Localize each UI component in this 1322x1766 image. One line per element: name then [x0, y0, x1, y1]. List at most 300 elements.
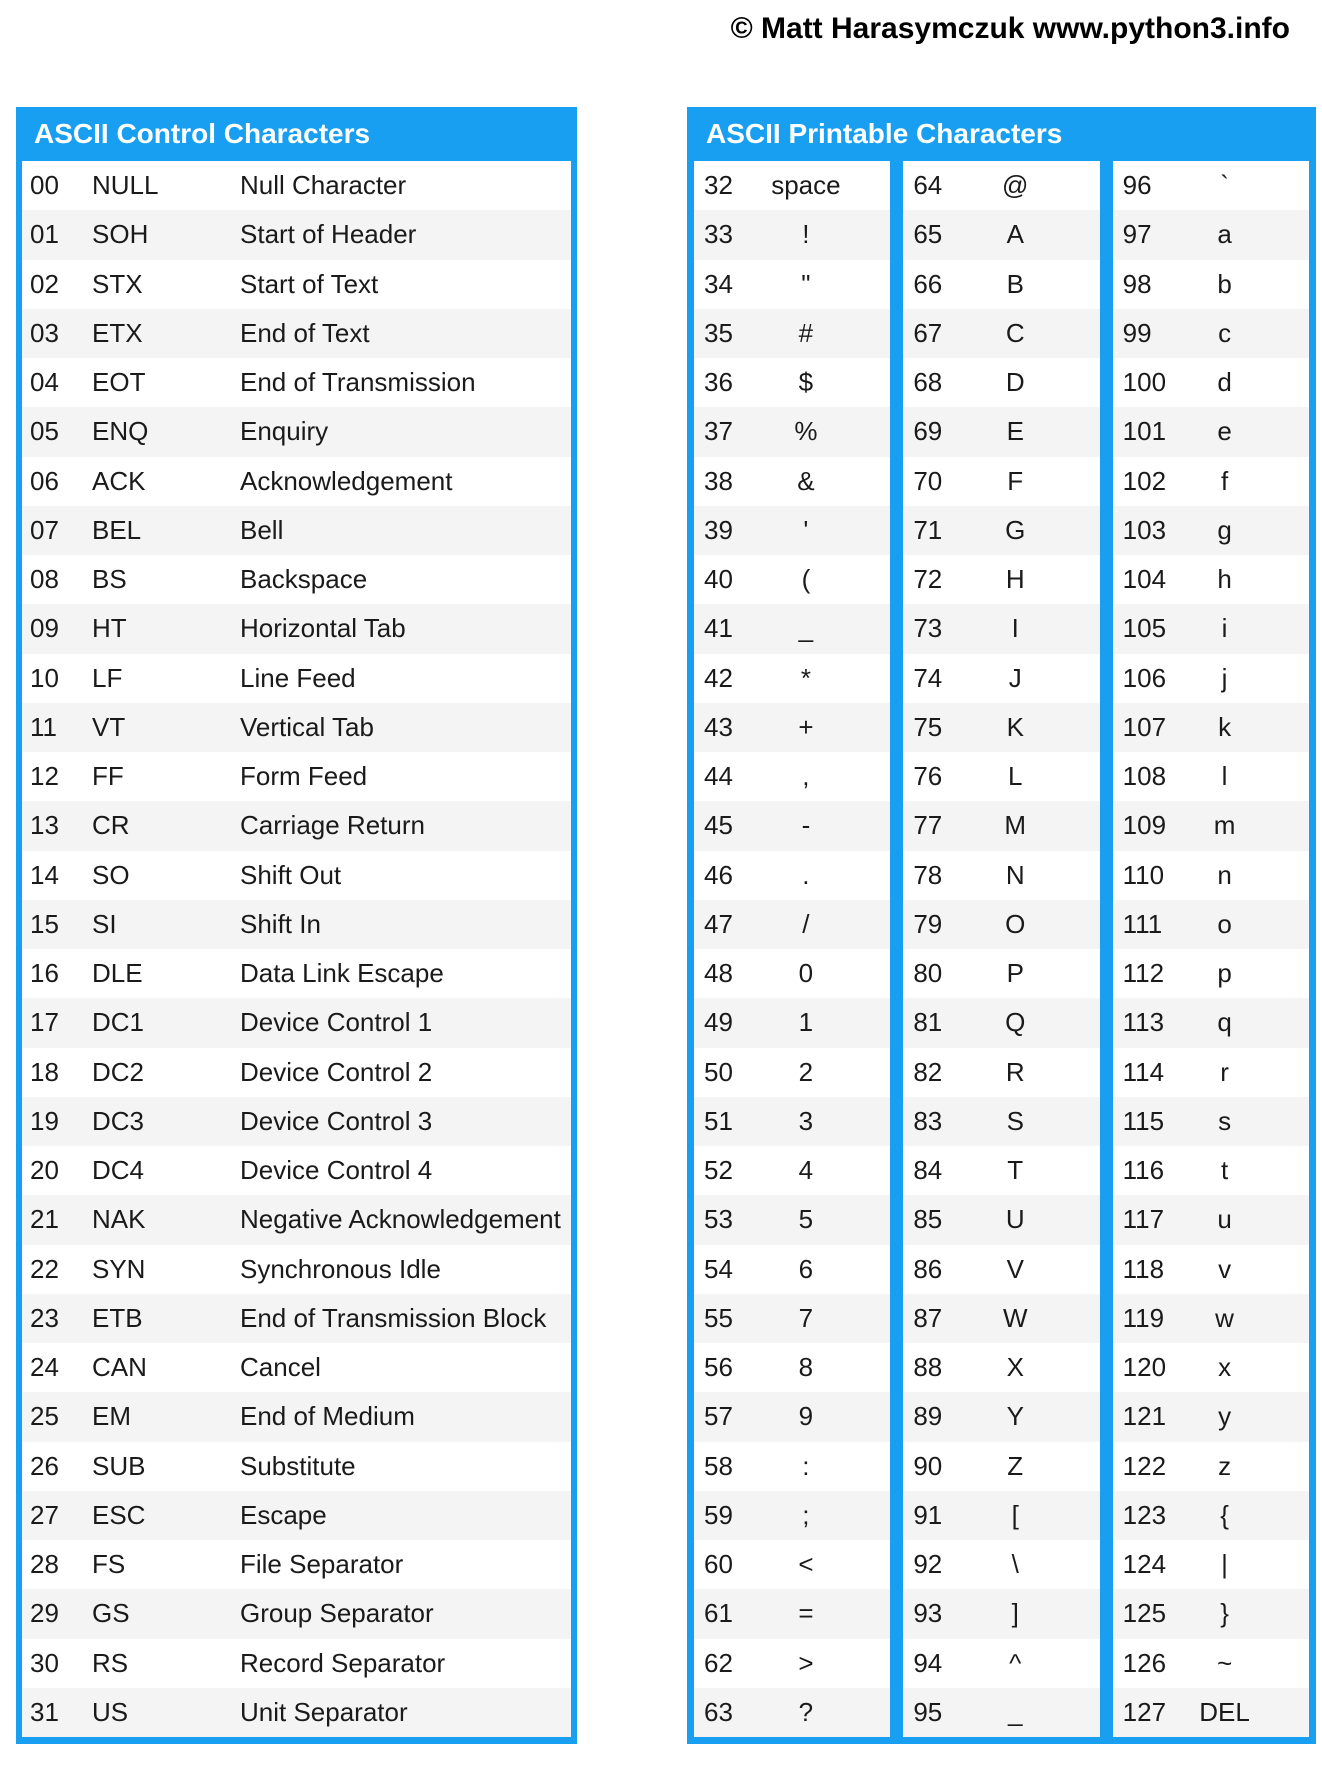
cell-abbreviation: SUB: [92, 1450, 146, 1481]
cell-code: 115: [1122, 1105, 1165, 1136]
cell-code: 99: [1122, 317, 1152, 348]
cell-abbreviation: EM: [92, 1401, 131, 1432]
cell-description: Acknowledgement: [240, 465, 453, 496]
cell-abbreviation: CR: [92, 810, 130, 841]
table-row: [903, 654, 1099, 703]
cell-code: 32: [704, 170, 733, 201]
cell-character: z: [1218, 1450, 1232, 1481]
copyright-text: © Matt Harasymczuk www.python3.info: [730, 12, 1290, 45]
cell-code: 48: [704, 958, 733, 989]
table-row: [1113, 1442, 1309, 1491]
cell-description: Shift In: [240, 908, 321, 939]
table-row: [1113, 1392, 1309, 1441]
cell-character: c: [1218, 317, 1232, 348]
cell-code: 49: [704, 1007, 733, 1038]
cell-character: f: [1220, 465, 1229, 496]
cell-abbreviation: SI: [92, 908, 117, 939]
cell-character: P: [1006, 958, 1024, 989]
cell-code: 09: [30, 613, 59, 644]
cell-description: Start of Text: [240, 268, 379, 299]
cell-abbreviation: ENQ: [92, 416, 149, 447]
table-row: [903, 1343, 1099, 1392]
cell-code: 86: [913, 1253, 943, 1284]
table-row: [903, 752, 1099, 801]
table-row: [694, 1245, 890, 1294]
table-row: [903, 407, 1099, 456]
cell-code: 78: [913, 859, 943, 890]
cell-code: 69: [913, 416, 943, 447]
cell-character: d: [1217, 367, 1232, 398]
cell-code: 95: [913, 1696, 943, 1727]
cell-abbreviation: NULL: [92, 170, 159, 201]
cell-character: D: [1005, 367, 1025, 398]
cell-character: 5: [798, 1204, 814, 1235]
cell-code: 60: [704, 1549, 733, 1580]
cell-code: 65: [913, 219, 943, 250]
table-row: [22, 358, 571, 407]
cell-character: G: [1005, 514, 1026, 545]
cell-description: Data Link Escape: [240, 958, 444, 989]
cell-code: 62: [704, 1647, 733, 1678]
table-row: [1113, 1048, 1309, 1097]
cell-code: 67: [913, 317, 943, 348]
cell-description: Cancel: [240, 1352, 321, 1383]
cell-code: 85: [913, 1204, 943, 1235]
cell-code: 27: [30, 1499, 59, 1530]
table-row: [903, 998, 1099, 1047]
table-row: [1113, 309, 1309, 358]
cell-description: Shift Out: [240, 859, 342, 890]
cell-code: 114: [1122, 1056, 1165, 1087]
cell-abbreviation: GS: [92, 1598, 130, 1629]
cell-code: 36: [704, 367, 733, 398]
cell-code: 15: [30, 908, 59, 939]
cell-code: 81: [913, 1007, 943, 1038]
cell-abbreviation: SYN: [92, 1253, 146, 1284]
cell-character: h: [1217, 564, 1232, 595]
cell-code: 120: [1122, 1352, 1167, 1383]
table-row: [694, 506, 890, 555]
cell-code: 56: [704, 1352, 733, 1383]
cell-character: >: [798, 1647, 814, 1678]
cell-code: 79: [913, 908, 943, 939]
cell-character: @: [1002, 170, 1029, 201]
cell-code: 117: [1122, 1204, 1165, 1235]
table-row: [903, 1688, 1099, 1737]
cell-description: Device Control 1: [240, 1007, 433, 1038]
cell-code: 84: [913, 1155, 943, 1186]
table-row: [694, 161, 890, 210]
cell-code: 00: [30, 170, 59, 201]
table-row: [22, 1639, 571, 1688]
cell-character: e: [1217, 416, 1232, 447]
cell-character: #: [798, 317, 814, 348]
table-row: [22, 407, 571, 456]
table-row: [903, 1639, 1099, 1688]
cell-character: r: [1220, 1056, 1229, 1087]
cell-code: 98: [1122, 268, 1152, 299]
cell-code: 29: [30, 1598, 59, 1629]
cell-character: i: [1221, 613, 1228, 644]
table-row: [22, 851, 571, 900]
table-row: [903, 555, 1099, 604]
cell-description: Vertical Tab: [240, 711, 374, 742]
cell-description: Enquiry: [240, 416, 329, 447]
cell-code: 20: [30, 1155, 59, 1186]
cell-character: /: [802, 908, 810, 939]
cell-character: Q: [1005, 1007, 1026, 1038]
cell-character: {: [1220, 1499, 1229, 1530]
cell-character: n: [1217, 859, 1232, 890]
cell-character: &: [797, 465, 815, 496]
cell-description: Negative Acknowledgement: [240, 1204, 561, 1235]
cell-code: 72: [913, 564, 943, 595]
table-row: [22, 1146, 571, 1195]
table-row: [694, 1540, 890, 1589]
cell-code: 90: [913, 1450, 943, 1481]
cell-character: 6: [798, 1253, 814, 1284]
table-row: [22, 260, 571, 309]
table-row: [1113, 801, 1309, 850]
table-row: [694, 998, 890, 1047]
cell-abbreviation: DLE: [92, 958, 143, 989]
cell-description: Line Feed: [240, 662, 356, 693]
cell-abbreviation: VT: [92, 711, 126, 742]
cell-code: 58: [704, 1450, 733, 1481]
table-row: [22, 1442, 571, 1491]
cell-character: $: [798, 367, 814, 398]
cell-abbreviation: BS: [92, 564, 127, 595]
table-row: [694, 1688, 890, 1737]
table-row: [903, 900, 1099, 949]
table-row: [22, 1294, 571, 1343]
table-row: [903, 1245, 1099, 1294]
table-row: [22, 506, 571, 555]
cell-description: End of Medium: [240, 1401, 415, 1432]
cell-abbreviation: CAN: [92, 1352, 147, 1383]
cell-character: 7: [798, 1302, 814, 1333]
cell-code: 08: [30, 564, 59, 595]
table-row: [694, 949, 890, 998]
cell-abbreviation: HT: [92, 613, 127, 644]
cell-code: 96: [1122, 170, 1152, 201]
table-row: [1113, 506, 1309, 555]
cell-description: Record Separator: [240, 1647, 446, 1678]
cell-code: 55: [704, 1302, 733, 1333]
cell-character: (: [801, 564, 811, 595]
cell-code: 23: [30, 1302, 59, 1333]
cell-abbreviation: DC2: [92, 1056, 145, 1087]
cell-character: Y: [1006, 1401, 1024, 1432]
cell-character: l: [1221, 761, 1228, 792]
cell-character: `: [1220, 170, 1229, 201]
control-table-body: [22, 161, 571, 1737]
cell-character: o: [1217, 908, 1232, 939]
cell-code: 77: [913, 810, 943, 841]
cell-abbreviation: NAK: [92, 1204, 146, 1235]
printable-table-title: ASCII Printable Characters: [706, 118, 1063, 149]
cell-code: 54: [704, 1253, 733, 1284]
cell-character: I: [1011, 613, 1019, 644]
cell-character: !: [802, 219, 810, 250]
cell-description: Device Control 4: [240, 1155, 433, 1186]
table-row: [22, 703, 571, 752]
cell-description: Escape: [240, 1499, 327, 1530]
cell-code: 52: [704, 1155, 733, 1186]
cell-description: Device Control 3: [240, 1105, 433, 1136]
cell-character: F: [1007, 465, 1024, 496]
table-row: [1113, 1589, 1309, 1638]
cell-character: 9: [798, 1401, 814, 1432]
cell-character: \: [1011, 1549, 1019, 1580]
cell-abbreviation: BEL: [92, 514, 142, 545]
cell-character: p: [1217, 958, 1232, 989]
cell-code: 02: [30, 268, 59, 299]
cell-code: 61: [704, 1598, 733, 1629]
table-row: [694, 851, 890, 900]
cell-character: x: [1218, 1352, 1232, 1383]
table-row: [694, 1097, 890, 1146]
table-row: [1113, 1639, 1309, 1688]
cell-code: 119: [1122, 1302, 1165, 1333]
table-row: [903, 1589, 1099, 1638]
cell-code: 110: [1122, 859, 1165, 890]
table-row: [694, 1195, 890, 1244]
cell-abbreviation: DC4: [92, 1155, 145, 1186]
cell-character: 8: [798, 1352, 814, 1383]
cell-code: 59: [704, 1499, 733, 1530]
table-row: [1113, 457, 1309, 506]
cell-character: [: [1011, 1499, 1019, 1530]
table-row: [1113, 949, 1309, 998]
cell-description: End of Transmission: [240, 367, 476, 398]
cell-description: Unit Separator: [240, 1696, 408, 1727]
cell-description: Null Character: [240, 170, 407, 201]
cell-code: 74: [913, 662, 943, 693]
table-row: [22, 1688, 571, 1737]
cell-code: 19: [30, 1105, 59, 1136]
cell-description: Form Feed: [240, 761, 368, 792]
cell-character: t: [1220, 1155, 1229, 1186]
cell-code: 44: [704, 761, 733, 792]
cell-character: ]: [1011, 1598, 1019, 1629]
cell-code: 07: [30, 514, 59, 545]
cell-character: _: [798, 613, 814, 644]
cell-code: 38: [704, 465, 733, 496]
table-row: [903, 1195, 1099, 1244]
printable-table-body: [694, 161, 1309, 1737]
cell-code: 14: [30, 859, 59, 890]
cell-character: ^: [1009, 1647, 1022, 1678]
cell-code: 107: [1122, 711, 1167, 742]
cell-character: W: [1002, 1302, 1028, 1333]
table-row: [1113, 1688, 1309, 1737]
cell-code: 30: [30, 1647, 59, 1678]
table-row: [22, 801, 571, 850]
table-row: [903, 506, 1099, 555]
cell-character: b: [1217, 268, 1232, 299]
cell-character: u: [1217, 1204, 1232, 1235]
cell-code: 91: [913, 1499, 943, 1530]
table-row: [1113, 654, 1309, 703]
cell-code: 24: [30, 1352, 59, 1383]
cell-code: 92: [913, 1549, 943, 1580]
cell-code: 93: [913, 1598, 943, 1629]
cell-code: 64: [913, 170, 943, 201]
table-row: [22, 900, 571, 949]
cell-code: 116: [1122, 1155, 1165, 1186]
table-row: [694, 900, 890, 949]
table-row: [694, 260, 890, 309]
table-row: [22, 752, 571, 801]
cell-code: 113: [1122, 1007, 1165, 1038]
cell-code: 25: [30, 1401, 59, 1432]
table-row: [903, 1048, 1099, 1097]
cell-code: 103: [1122, 514, 1167, 545]
table-row: [1113, 1195, 1309, 1244]
cell-code: 31: [30, 1696, 59, 1727]
table-row: [1113, 1146, 1309, 1195]
cell-code: 13: [30, 810, 59, 841]
cell-code: 33: [704, 219, 733, 250]
cell-character: DEL: [1199, 1696, 1250, 1727]
cell-code: 37: [704, 416, 733, 447]
cell-character: .: [802, 859, 810, 890]
control-characters-table: [16, 107, 577, 1744]
table-row: [903, 457, 1099, 506]
cell-character: g: [1217, 514, 1232, 545]
cell-character: C: [1005, 317, 1025, 348]
cell-character: ?: [798, 1696, 814, 1727]
cell-character: %: [794, 416, 818, 447]
cell-code: 75: [913, 711, 943, 742]
cell-code: 80: [913, 958, 943, 989]
cell-abbreviation: ESC: [92, 1499, 146, 1530]
cell-code: 102: [1122, 465, 1167, 496]
cell-character: m: [1213, 810, 1236, 841]
cell-description: Substitute: [240, 1450, 356, 1481]
table-row: [1113, 752, 1309, 801]
cell-character: 4: [798, 1155, 814, 1186]
table-row: [903, 1146, 1099, 1195]
cell-code: 89: [913, 1401, 943, 1432]
cell-code: 34: [704, 268, 733, 299]
cell-code: 28: [30, 1549, 59, 1580]
cell-description: Device Control 2: [240, 1056, 433, 1087]
cell-character: J: [1008, 662, 1022, 693]
cell-abbreviation: DC1: [92, 1007, 145, 1038]
cell-character: |: [1221, 1549, 1228, 1580]
table-row: [903, 1442, 1099, 1491]
cell-character: ~: [1216, 1647, 1233, 1678]
cell-abbreviation: EOT: [92, 367, 146, 398]
cell-character: 0: [798, 958, 814, 989]
table-row: [1113, 1540, 1309, 1589]
cell-character: }: [1220, 1598, 1229, 1629]
table-row: [1113, 1294, 1309, 1343]
cell-character: ': [803, 514, 809, 545]
cell-abbreviation: FS: [92, 1549, 126, 1580]
cell-code: 05: [30, 416, 59, 447]
cell-character: R: [1005, 1056, 1025, 1087]
cell-character: U: [1005, 1204, 1025, 1235]
cell-code: 43: [704, 711, 733, 742]
cell-abbreviation: STX: [92, 268, 143, 299]
cell-code: 100: [1122, 367, 1167, 398]
cell-description: End of Transmission Block: [240, 1302, 547, 1333]
table-row: [22, 998, 571, 1047]
cell-character: :: [802, 1450, 810, 1481]
cell-character: H: [1005, 564, 1025, 595]
cell-code: 63: [704, 1696, 733, 1727]
table-row: [903, 210, 1099, 259]
table-row: [694, 1639, 890, 1688]
cell-character: S: [1006, 1105, 1024, 1136]
control-table-title: ASCII Control Characters: [34, 118, 371, 149]
table-row: [1113, 407, 1309, 456]
cell-code: 126: [1122, 1647, 1167, 1678]
cell-code: 06: [30, 465, 59, 496]
cell-character: =: [798, 1598, 814, 1629]
cell-code: 122: [1122, 1450, 1167, 1481]
cell-code: 45: [704, 810, 733, 841]
table-row: [1113, 998, 1309, 1047]
cell-description: End of Text: [240, 317, 370, 348]
cell-character: V: [1006, 1253, 1024, 1284]
table-row: [694, 358, 890, 407]
table-row: [694, 407, 890, 456]
cell-code: 83: [913, 1105, 943, 1136]
cell-character: ;: [802, 1499, 810, 1530]
table-row: [1113, 210, 1309, 259]
cell-character: Z: [1007, 1450, 1024, 1481]
table-row: [22, 654, 571, 703]
printable-column-32-63: [694, 161, 890, 1737]
cell-abbreviation: LF: [92, 662, 123, 693]
table-row: [903, 1097, 1099, 1146]
cell-code: 73: [913, 613, 943, 644]
cell-code: 108: [1122, 761, 1167, 792]
table-row: [22, 1491, 571, 1540]
cell-code: 42: [704, 662, 733, 693]
table-row: [22, 210, 571, 259]
table-row: [22, 1195, 571, 1244]
cell-character: ,: [802, 761, 810, 792]
table-row: [22, 309, 571, 358]
cell-code: 111: [1122, 908, 1163, 939]
cell-character: v: [1218, 1253, 1232, 1284]
cell-character: ": [801, 268, 811, 299]
cell-character: *: [800, 662, 811, 693]
cell-code: 87: [913, 1302, 943, 1333]
cell-character: M: [1004, 810, 1027, 841]
table-row: [903, 703, 1099, 752]
table-row: [903, 358, 1099, 407]
table-row: [694, 654, 890, 703]
cell-code: 121: [1122, 1401, 1167, 1432]
cell-abbreviation: ETX: [92, 317, 143, 348]
table-row: [903, 260, 1099, 309]
cell-code: 109: [1122, 810, 1167, 841]
table-row: [1113, 900, 1309, 949]
table-row: [694, 1146, 890, 1195]
table-row: [903, 949, 1099, 998]
table-row: [694, 309, 890, 358]
table-row: [694, 210, 890, 259]
table-row: [1113, 1245, 1309, 1294]
cell-code: 46: [704, 859, 733, 890]
table-row: [694, 457, 890, 506]
